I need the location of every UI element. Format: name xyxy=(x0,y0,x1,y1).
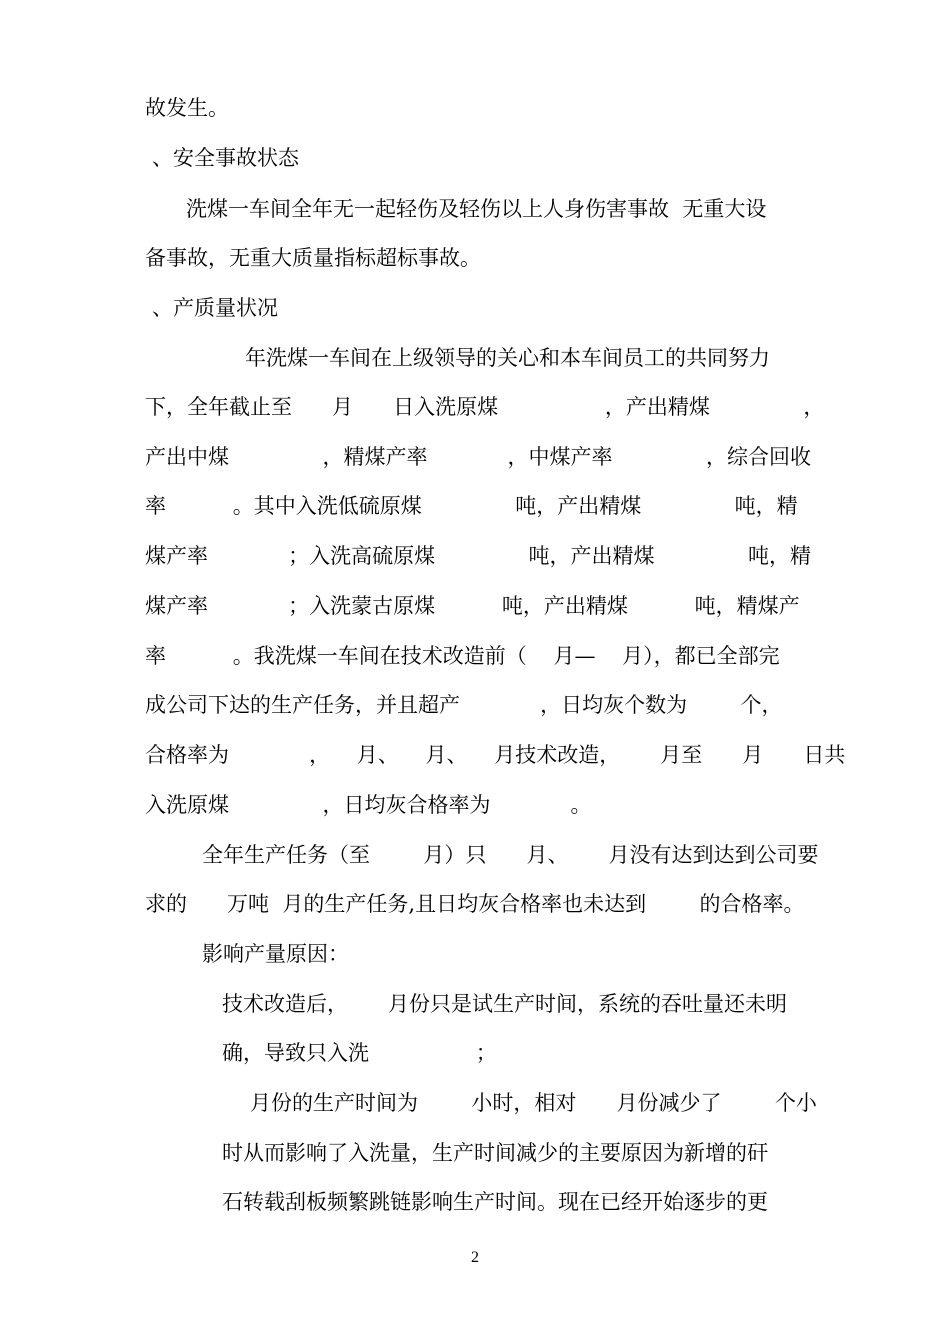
list-item-text: 石转载刮板频繁跳链影响生产时间。现在已经开始逐步的更 xyxy=(222,1190,768,1214)
text-line: 备事故，无重大质量指标超标事故。 xyxy=(145,246,481,270)
section-heading-safety: 、安全事故状态 xyxy=(152,146,299,170)
page-number: 2 xyxy=(471,1249,479,1266)
text-line: 求的 万吨 月的生产任务,且日均灰合格率也未达到 的合格率。 xyxy=(145,892,805,916)
list-item-text: 月份的生产时间为 小时，相对 月份减少了 个小 xyxy=(250,1091,817,1115)
section-heading-production: 、产质量状况 xyxy=(152,296,278,320)
text-line: 故发生。 xyxy=(145,96,229,120)
text-line: 煤产率 ；入洗高硫原煤 吨，产出精煤 吨，精 xyxy=(145,544,812,568)
text-line: 洗煤一车间全年无一起轻伤及轻伤以上人身伤害事故 无重大设 xyxy=(186,197,767,221)
list-item-text: 时从而影响了入洗量，生产时间减少的主要原因为新增的矸 xyxy=(222,1141,768,1165)
text-line: 合格率为 ， 月、 月、 月技术改造， 月至 月 日共 xyxy=(145,743,846,767)
list-item-text: 确，导致只入洗 ； xyxy=(222,1041,497,1065)
list-item-text: 技术改造后， 月份只是试生产时间，系统的吞吐量还未明 xyxy=(222,992,788,1016)
text-line: 率 。我洗煤一车间在技术改造前（ 月— 月），都已全部完 xyxy=(145,644,780,668)
text-line: 入洗原煤 ，日均灰合格率为 。 xyxy=(145,793,592,817)
text-line: 煤产率 ；入洗蒙古原煤 吨，产出精煤 吨，精煤产 xyxy=(145,594,800,618)
text-line: 产出中煤 ，精煤产率 ，中煤产率 ，综合回收 xyxy=(145,445,812,469)
text-line: 年洗煤一车间在上级领导的关心和本车间员工的共同努力 xyxy=(245,346,770,370)
text-line: 全年生产任务（至 月）只 月、 月没有达到达到公司要 xyxy=(202,843,819,867)
text-line: 下，全年截止至 月 日入洗原煤 ，产出精煤 ， xyxy=(145,395,825,419)
subheading-output-reasons: 影响产量原因： xyxy=(202,942,349,966)
text-line: 成公司下达的生产任务，并且超产 ，日均灰个数为 个， xyxy=(145,693,783,717)
text-line: 率 。其中入洗低硫原煤 吨，产出精煤 吨，精 xyxy=(145,494,798,518)
